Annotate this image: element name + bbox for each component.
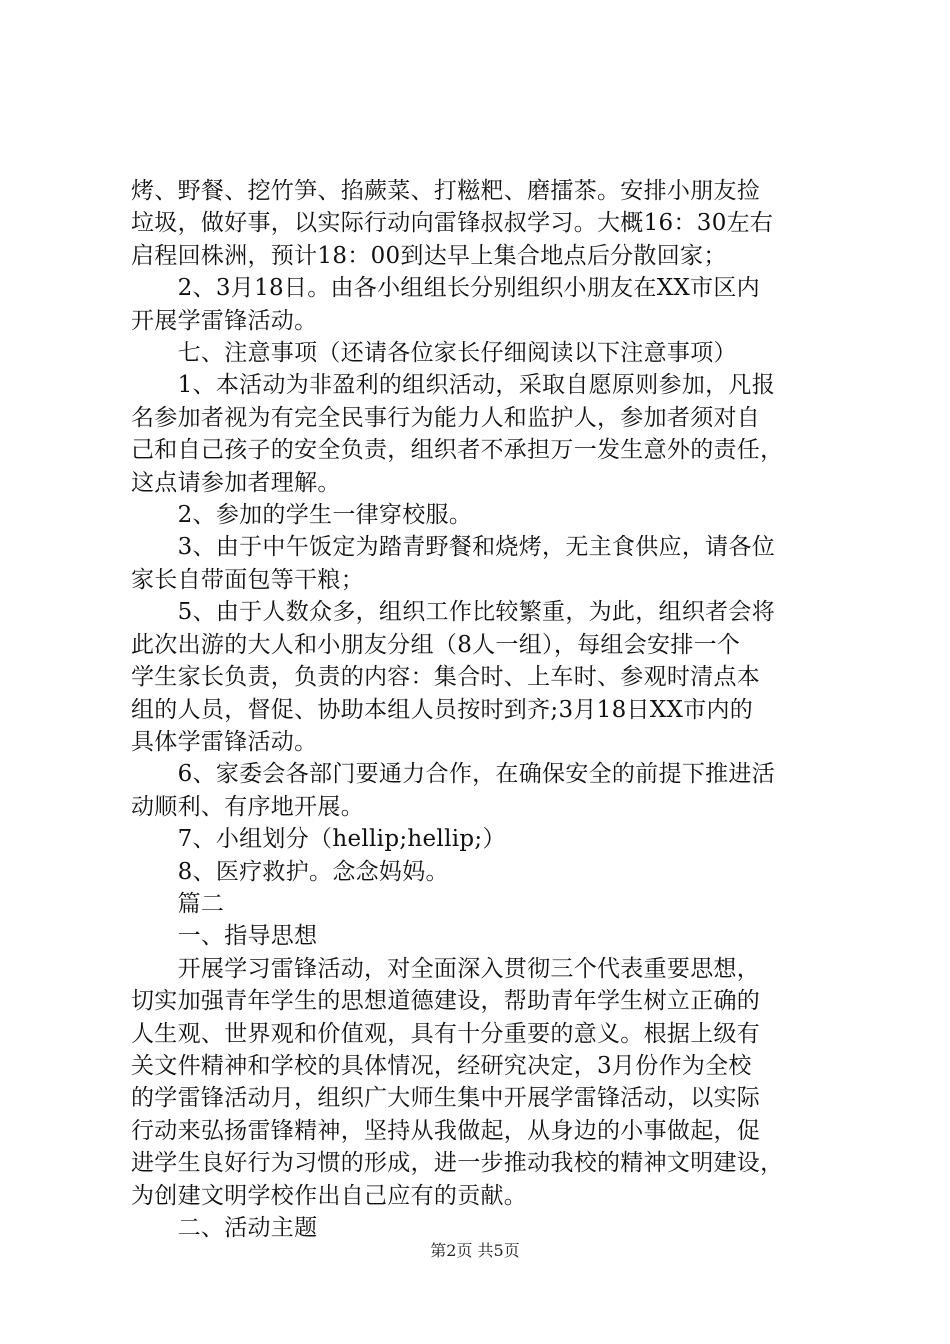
text-line: 人生观、世界观和价值观，具有十分重要的意义。根据上级有 bbox=[131, 1020, 761, 1047]
text-line: 学生家长负责，负责的内容：集合时、上车时、参观时清点本 bbox=[131, 664, 761, 691]
text-line: 开展学雷锋活动。 bbox=[131, 307, 318, 334]
text-line: 切实加强青年学生的思想道德建设，帮助青年学生树立正确的 bbox=[131, 988, 761, 1015]
text-line: 8、医疗救护。念念妈妈。 bbox=[131, 858, 449, 885]
text-line: 7、小组划分（hellip;hellip;） bbox=[131, 826, 506, 853]
text-line: 5、由于人数众多，组织工作比较繁重，为此，组织者会将 bbox=[131, 599, 776, 626]
page-footer: 第2页 共5页 bbox=[430, 1241, 520, 1260]
text-line: 垃圾，做好事，以实际行动向雷锋叔叔学习。大概16：30左右 bbox=[131, 210, 774, 237]
text-line: 己和自己孩子的安全负责，组织者不承担万一发生意外的责任， bbox=[131, 437, 784, 464]
text-line: 为创建文明学校作出自己应有的贡献。 bbox=[131, 1182, 528, 1209]
text-line: 开展学习雷锋活动，对全面深入贯彻三个代表重要思想， bbox=[131, 955, 761, 982]
text-line: 3、由于中午饭定为踏青野餐和烧烤，无主食供应，请各位 bbox=[131, 534, 776, 561]
document-body bbox=[131, 175, 841, 1244]
text-line: 2、3月18日。由各小组组长分别组织小朋友在XX市区内 bbox=[131, 275, 760, 302]
text-line: 2、参加的学生一律穿校服。 bbox=[131, 502, 473, 529]
text-line: 1、本活动为非盈利的组织活动，采取自愿原则参加，凡报 bbox=[131, 372, 776, 399]
text-line: 名参加者视为有完全民事行为能力人和监护人，参加者须对自 bbox=[131, 404, 761, 431]
text-line: 动顺利、有序地开展。 bbox=[131, 793, 364, 820]
text-line: 二、活动主题 bbox=[131, 1215, 318, 1241]
text-line: 七、注意事项（还请各位家长仔细阅读以下注意事项） bbox=[131, 340, 737, 367]
text-line: 烤、野餐、挖竹笋、掐蕨菜、打糍粑、磨擂茶。安排小朋友捡 bbox=[131, 178, 761, 204]
text-line: 一、指导思想 bbox=[131, 923, 318, 950]
text-line: 此次出游的大人和小朋友分组（8人一组），每组会安排一个 bbox=[131, 631, 741, 658]
text-line: 行动来弘扬雷锋精神，坚持从我做起，从身边的小事做起，促 bbox=[131, 1117, 761, 1144]
text-line: 关文件精神和学校的具体情况，经研究决定，3月份作为全校 bbox=[131, 1052, 752, 1079]
text-line: 组的人员，督促、协助本组人员按时到齐;3月18日XX市内的 bbox=[131, 696, 754, 723]
text-line: 篇二 bbox=[131, 890, 225, 917]
text-line: 进学生良好行为习惯的形成，进一步推动我校的精神文明建设， bbox=[131, 1150, 784, 1177]
text-line: 家长自带面包等干粮； bbox=[131, 566, 364, 593]
text-line: 具体学雷锋活动。 bbox=[131, 728, 318, 755]
text-line: 启程回株洲，预计18：00到达早上集合地点后分散回家； bbox=[131, 242, 727, 269]
text-line: 这点请参加者理解。 bbox=[131, 469, 341, 496]
text-line: 6、家委会各部门要通力合作，在确保安全的前提下推进活 bbox=[131, 761, 776, 788]
text-line: 的学雷锋活动月，组织广大师生集中开展学雷锋活动，以实际 bbox=[131, 1085, 761, 1112]
